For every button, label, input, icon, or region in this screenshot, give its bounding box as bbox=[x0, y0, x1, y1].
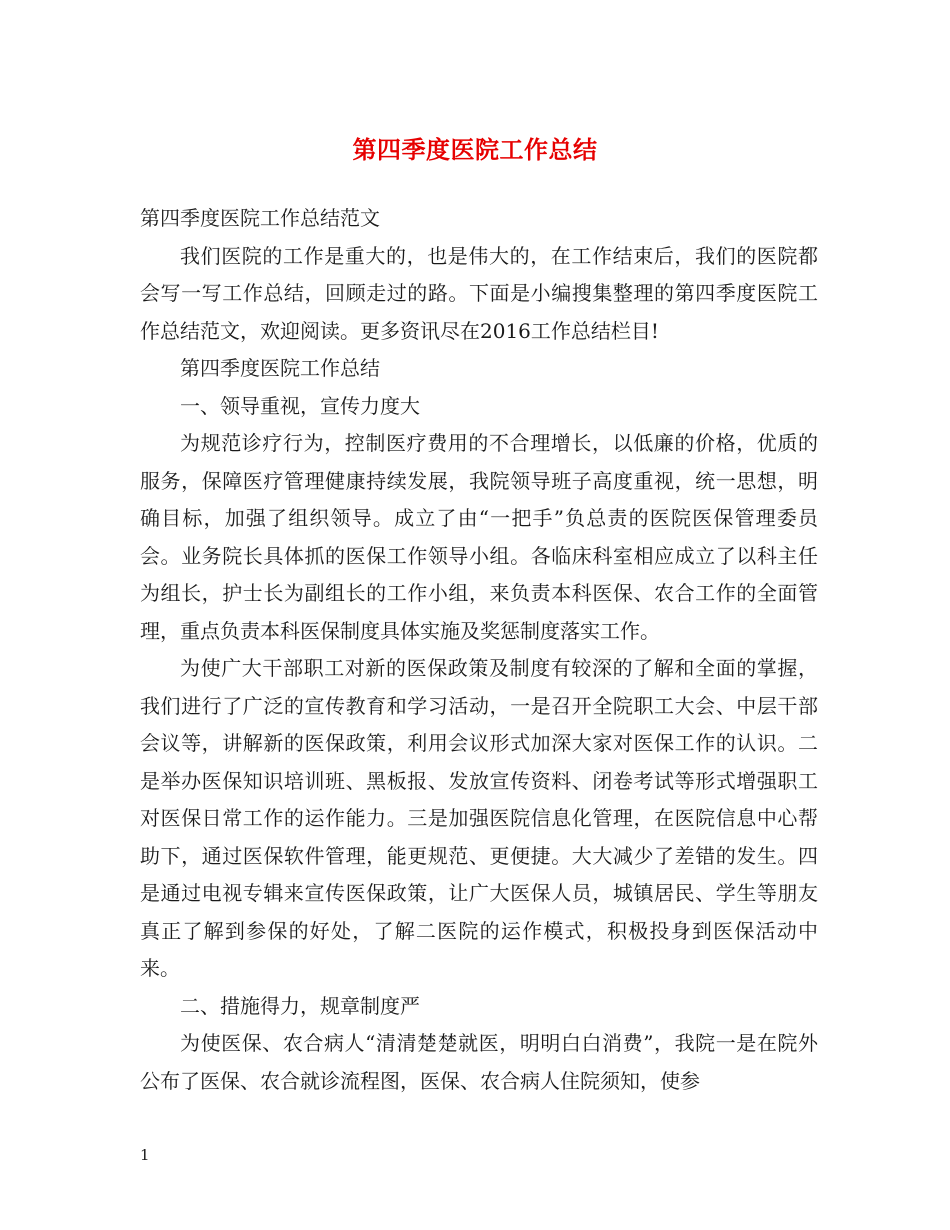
document-body bbox=[140, 200, 818, 1100]
page-number: 1 bbox=[140, 1146, 150, 1164]
document-title: 第四季度医院工作总结 bbox=[352, 135, 598, 164]
section-heading-2: 二、措施得力，规章制度严 bbox=[180, 993, 420, 1018]
body-paragraph: 为规范诊疗行为，控制医疗费用的不合理增长，以低廉的价格，优质的服务，保障医疗管理健康持续发展，我院领导班子高度重视，统一思想，明确目标，加强了组织领导。成立了由“一把手”负总责的医院医保管理委员会。业务院长具体抓的医保工作领导小组。各临床科室相应成立了以科主任为组长，护士长为副组长的工作小组，来负责本科医保、农合工作的全面管理，重点负责本科医保制度具体实施及奖惩制度落实工作。 bbox=[140, 431, 818, 643]
subtitle-paragraph: 第四季度医院工作总结范文 bbox=[140, 206, 380, 230]
section-heading-1: 一、领导重视，宣传力度大 bbox=[180, 393, 420, 418]
section-heading: 第四季度医院工作总结 bbox=[180, 356, 380, 380]
body-paragraph: 为使医保、农合病人“清清楚楚就医，明明白白消费”，我院一是在院外公布了医保、农合就诊流程图，医保、农合病人住院须知，使参 bbox=[140, 1031, 818, 1093]
body-paragraph: 为使广大干部职工对新的医保政策及制度有较深的了解和全面的掌握，我们进行了广泛的宣传教育和学习活动，一是召开全院职工大会、中层干部会议等，讲解新的医保政策，利用会议形式加深大家对医保工作的认识。二是举办医保知识培训班、黑板报、发放宣传资料、闭卷考试等形式增强职工对医保日常工作的运作能力。三是加强医院信息化管理，在医院信息中心帮助下，通过医保软件管理，能更规范、更便捷。大大减少了差错的发生。四是通过电视专辑来宣传医保政策，让广大医保人员，城镇居民、学生等朋友真正了解到参保的好处，了解二医院的运作模式，积极投身到医保活动中来。 bbox=[140, 656, 818, 980]
intro-paragraph: 我们医院的工作是重大的，也是伟大的，在工作结束后，我们的医院都会写一写工作总结，回顾走过的路。下面是小编搜集整理的第四季度医院工作总结范文，欢迎阅读。更多资讯尽在2016工作总结栏目! bbox=[140, 243, 818, 343]
